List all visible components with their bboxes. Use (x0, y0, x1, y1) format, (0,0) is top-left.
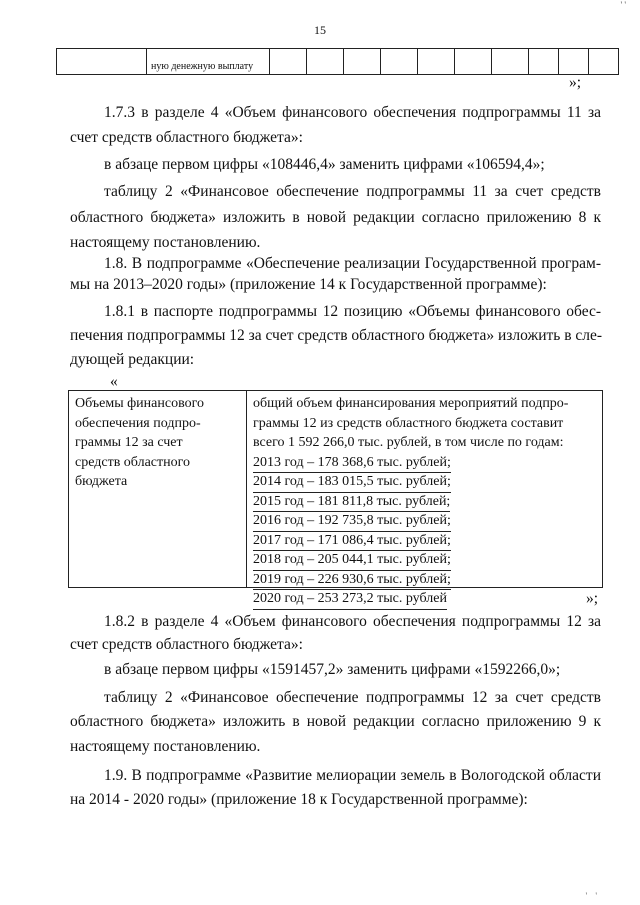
year-amount: 2014 год – 183 015,5 тыс. рублей; (253, 472, 451, 493)
page-number: 15 (314, 23, 326, 37)
paragraph-line: настоящему постановлению. (70, 738, 261, 755)
close-quote: »; (586, 590, 599, 607)
passport-label-cell (75, 394, 243, 492)
paragraph-line: 1.7.3 в разделе 4 «Объем финансового обеспечения подпрограммы 11 за (104, 104, 601, 121)
passport-value-line: граммы 12 из средств областного бюджета составит (253, 415, 564, 431)
passport-value-line: всего 1 592 266,0 тыс. рублей, в том числе по годам: (253, 435, 564, 450)
paragraph-line: настоящему постановлению. (70, 234, 261, 251)
year-amount: 2019 год – 226 930,6 тыс. рублей; (253, 570, 451, 591)
paragraph-line: 1.8.2 в разделе 4 «Объем финансового обеспечения подпрограммы 12 за (104, 613, 601, 630)
paragraph-line: счет средств областного бюджета»: (70, 129, 303, 146)
open-quote: « (110, 373, 118, 390)
paragraph-line: мы на 2013–2020 годы» (приложение 14 к Государственной программе): (70, 276, 547, 293)
passport-label-line: Объемы финансового (75, 396, 204, 411)
corner-mark: ' ' (620, 0, 626, 10)
paragraph-line: таблицу 2 «Финансовое обеспечение подпрограммы 12 за счет средств (104, 689, 601, 706)
paragraph-line: в абзаце первом цифры «1591457,2» заменить цифрами «1592266,0»; (104, 661, 561, 678)
year-amount: 2015 год – 181 811,8 тыс. рублей; (253, 492, 450, 513)
paragraph-line: на 2014 - 2020 годы» (приложение 18 к Государственной программе): (70, 791, 528, 808)
year-amount: 2020 год – 253 273,2 тыс. рублей (253, 589, 447, 610)
table-row (57, 49, 619, 75)
paragraph-line: 1.8. В подпрограмме «Обеспечение реализации Государственной програм- (104, 255, 601, 272)
year-amount: 2018 год – 205 044,1 тыс. рублей; (253, 550, 451, 571)
fragment-table (56, 48, 619, 75)
passport-label-line: граммы 12 за счет (75, 435, 183, 450)
bottom-mark: ' ' (585, 891, 600, 901)
paragraph-line: областного бюджета» изложить в новой редакции согласно приложению 8 к (70, 209, 601, 226)
passport-label-line: бюджета (75, 474, 128, 489)
year-amount: 2013 год – 178 368,6 тыс. рублей; (253, 453, 451, 474)
paragraph-line: счет средств областного бюджета»: (70, 636, 303, 653)
year-amount: 2016 год – 192 735,8 тыс. рублей; (253, 511, 451, 532)
column-divider (246, 391, 247, 587)
paragraph-line: печения подпрограммы 12 за счет средств областного бюджета» изложить в сле- (70, 327, 603, 344)
paragraph-line: дующей редакции: (70, 351, 195, 368)
passport-value-line: общий объем финансирования мероприятий подпро- (253, 396, 569, 411)
paragraph-line: таблицу 2 «Финансовое обеспечение подпрограммы 11 за счет средств (104, 183, 601, 200)
fragment-closing-quote: »; (569, 74, 582, 91)
passport-value-cell (253, 394, 598, 609)
passport-table (68, 390, 603, 606)
paragraph-line: 1.8.1 в паспорте подпрограммы 12 позицию «Объемы финансового обес- (104, 303, 601, 320)
paragraph-line: областного бюджета» изложить в новой редакции согласно приложению 9 к (70, 713, 601, 730)
passport-label-line: средств областного (75, 454, 191, 470)
year-amount: 2017 год – 171 086,4 тыс. рублей; (253, 531, 451, 552)
paragraph-line: в абзаце первом цифры «108446,4» заменить цифрами «106594,4»; (104, 156, 545, 173)
paragraph-line: 1.9. В подпрограмме «Развитие мелиорации земель в Вологодской области (104, 767, 601, 784)
passport-label-line: обеспечения подпро- (75, 415, 201, 431)
fragment-cell-text: ную денежную выплату (147, 49, 270, 75)
